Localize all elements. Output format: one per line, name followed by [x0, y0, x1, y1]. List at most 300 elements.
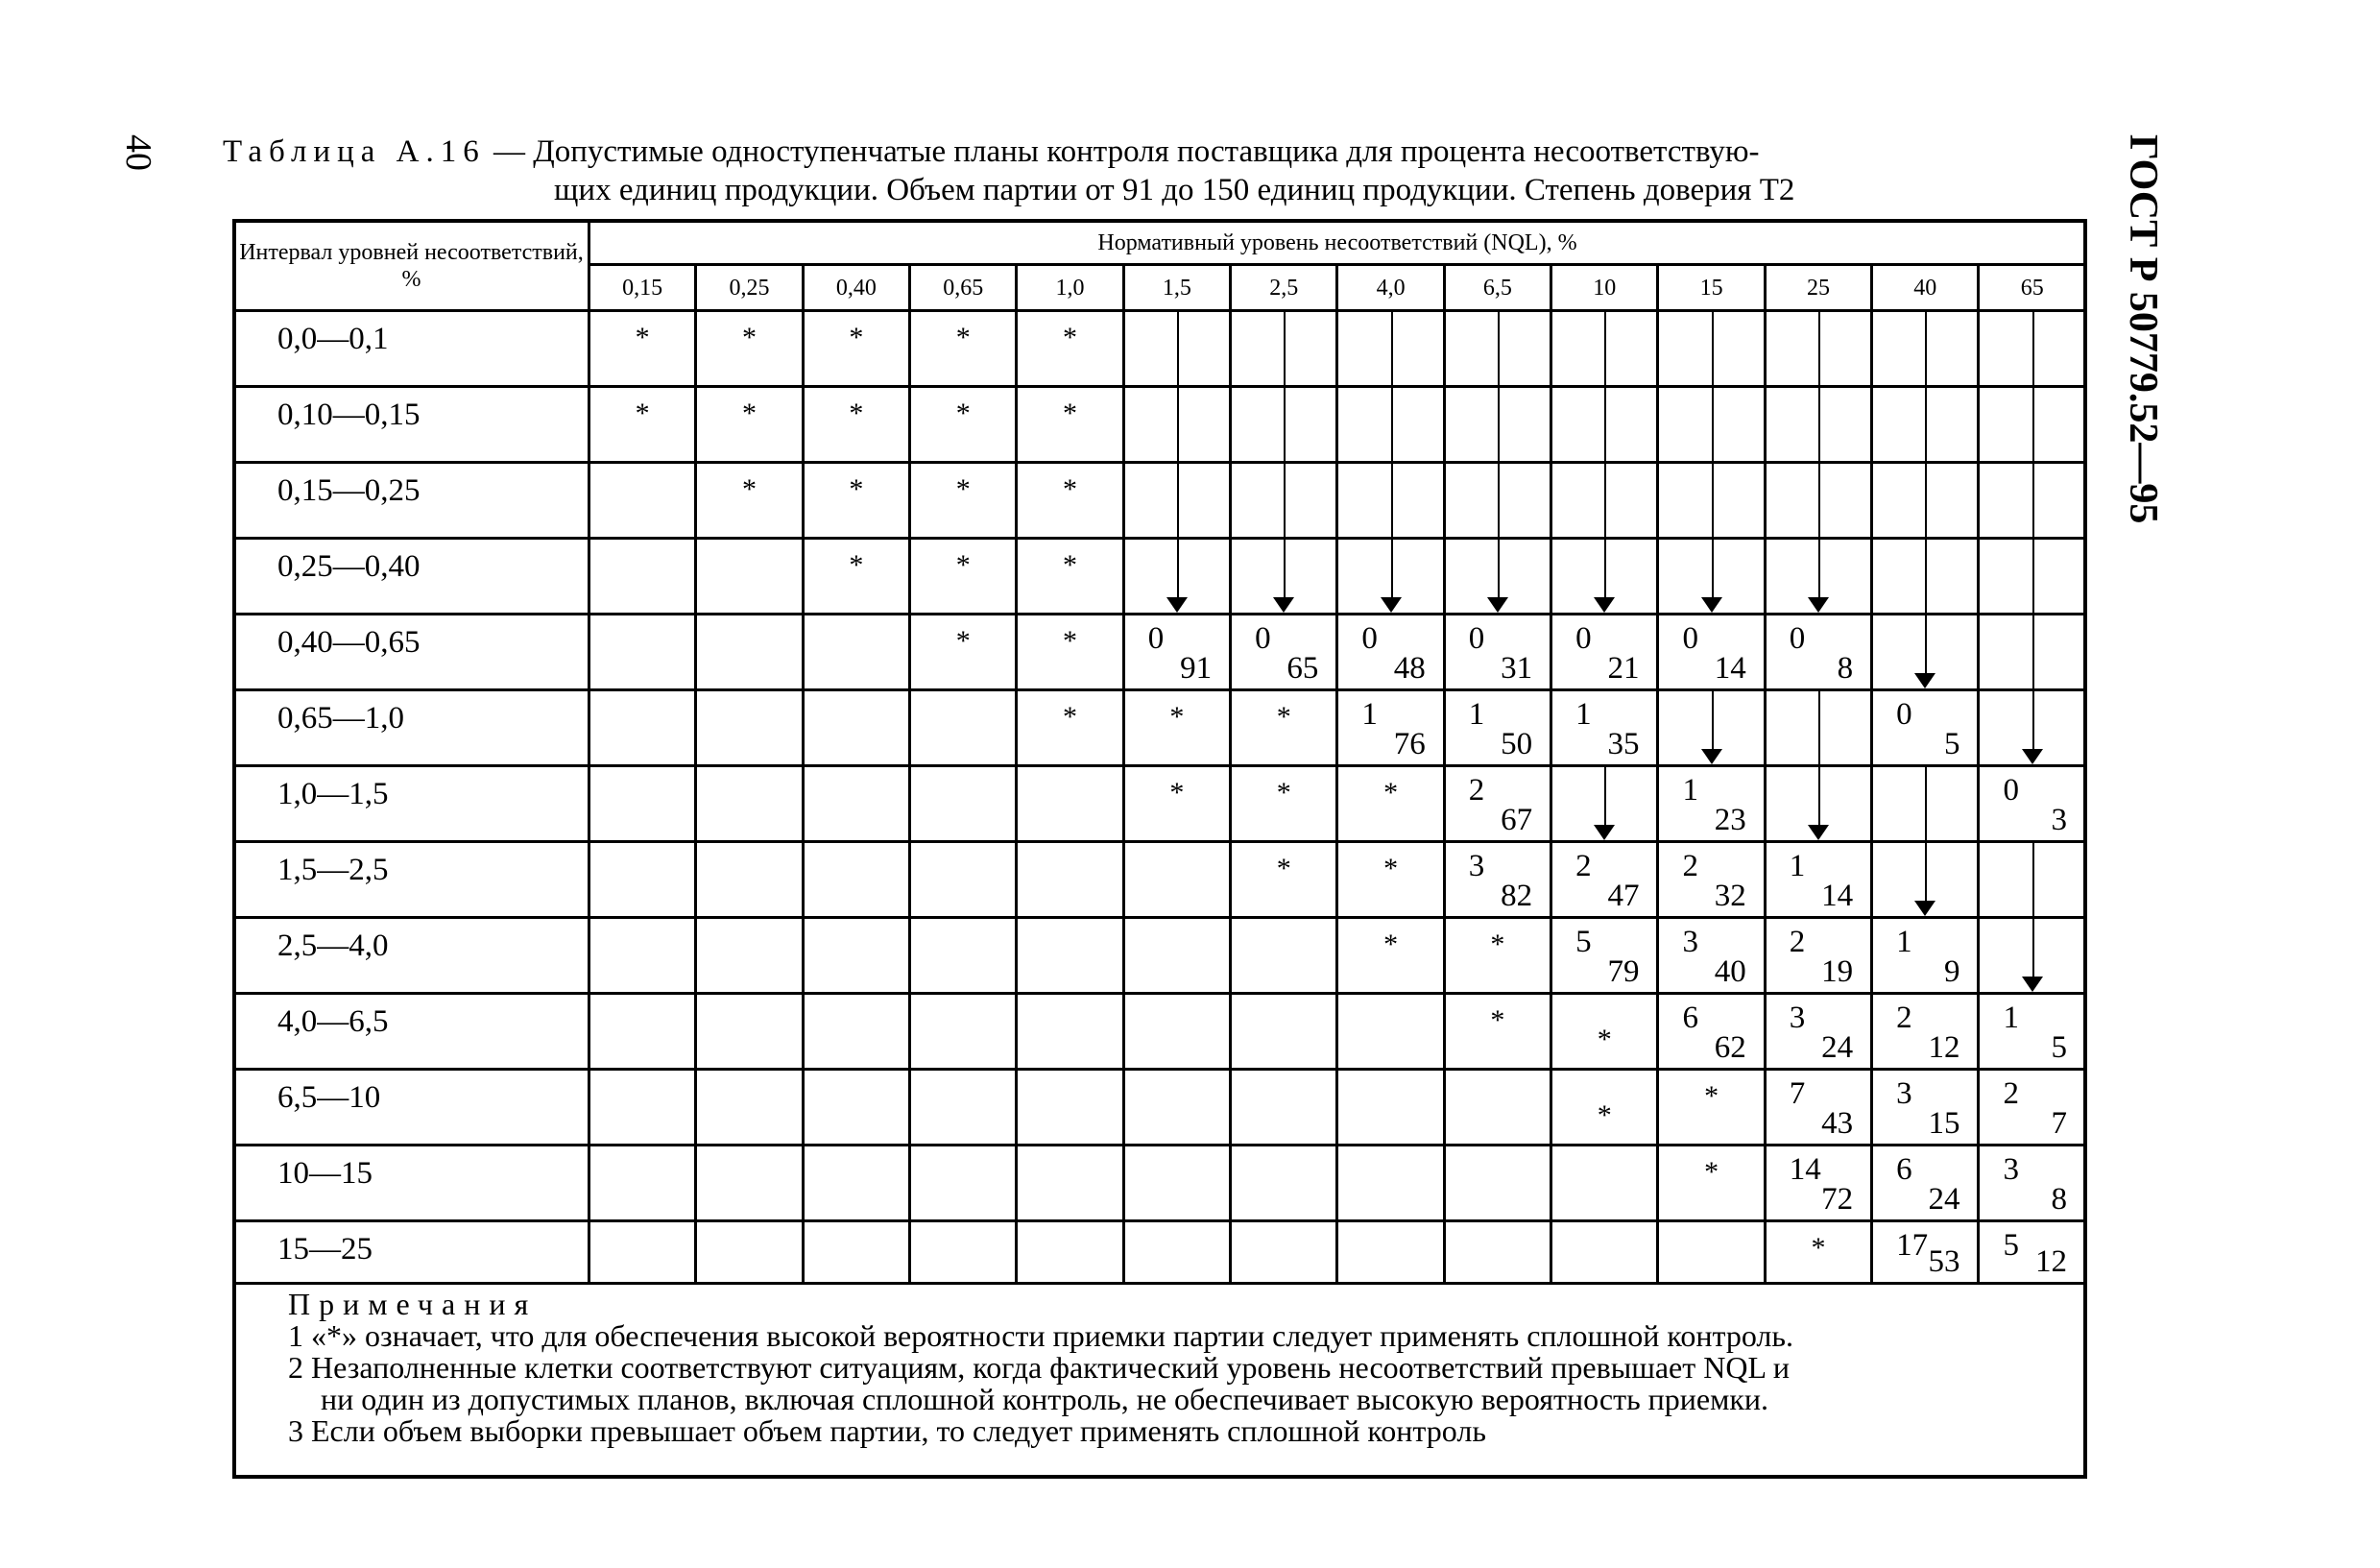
table-cell: [1337, 539, 1444, 615]
table-cell: [1123, 387, 1230, 463]
full-inspection-mark: *: [1276, 853, 1291, 885]
table-cell: [696, 918, 803, 994]
table-cell: [1337, 842, 1444, 918]
table-cell: [589, 463, 696, 539]
table-cell: [1658, 539, 1765, 615]
acceptance-number: 3: [1682, 925, 1698, 960]
table-cell: [696, 766, 803, 842]
acceptance-number: 0: [1361, 621, 1378, 657]
acceptance-number: 2: [1682, 849, 1698, 884]
acceptance-number: 2: [1789, 925, 1806, 960]
table-cell: [1123, 1221, 1230, 1284]
acceptance-number: 7: [1789, 1076, 1806, 1112]
table-cell: [1979, 1146, 2086, 1221]
table-cell: [1444, 311, 1551, 387]
table-row: [234, 1221, 2086, 1284]
sample-size: 12: [1928, 1030, 1960, 1066]
acceptance-number: 3: [1789, 1001, 1806, 1036]
column-header: 15: [1658, 265, 1765, 311]
table-cell: [803, 1146, 909, 1221]
table-cell: [1765, 539, 1871, 615]
table-cell: [1337, 690, 1444, 766]
table-cell: [1444, 615, 1551, 690]
full-inspection-mark: *: [955, 473, 971, 506]
table-cell: [910, 766, 1017, 842]
table-cell: [1765, 918, 1871, 994]
table-cell: [589, 994, 696, 1070]
sample-size: 5: [2051, 1030, 2067, 1066]
continuation-line: [1925, 540, 1927, 613]
table-row: [234, 311, 2086, 387]
table-cell: [1979, 918, 2086, 994]
table-cell: [696, 842, 803, 918]
table-cell: [589, 766, 696, 842]
table-cell: [1017, 690, 1123, 766]
table-row: [234, 690, 2086, 766]
continuation-line: [1604, 388, 1606, 461]
acceptance-number: 6: [1896, 1152, 1912, 1188]
table-cell: [910, 311, 1017, 387]
table-cell: [696, 1070, 803, 1146]
sample-size: 53: [1928, 1244, 1960, 1279]
table-cell: [1765, 1146, 1871, 1221]
continuation-line: [2032, 312, 2034, 385]
continuation-line: [1712, 464, 1714, 537]
column-header: 2,5: [1231, 265, 1337, 311]
note-2: 2 Незаполненные клетки соответствуют ситуациям, когда фактический уровень несоответствий превышает NQL и: [288, 1350, 1790, 1385]
table-cell: [1017, 1070, 1123, 1146]
table-cell: [803, 766, 909, 842]
continuation-line: [1925, 312, 1927, 385]
table-cell: [1551, 994, 1658, 1070]
table-cell: [696, 387, 803, 463]
sample-size: 47: [1607, 879, 1640, 914]
full-inspection-mark: *: [955, 549, 971, 582]
sample-size: 32: [1714, 879, 1746, 914]
table-cell: [1444, 539, 1551, 615]
continuation-line: [1498, 388, 1500, 461]
table-cell: [1872, 463, 1979, 539]
table-cell: [1017, 842, 1123, 918]
full-inspection-mark: *: [1490, 1004, 1505, 1037]
table-cell: [910, 615, 1017, 690]
continuation-line: [2032, 615, 2034, 688]
table-cell: [1123, 311, 1230, 387]
full-inspection-mark: *: [1383, 853, 1399, 885]
table-cell: [696, 1146, 803, 1221]
table-cell: [1979, 311, 2086, 387]
table-cell: [1017, 1221, 1123, 1284]
table-cell: [1444, 690, 1551, 766]
table-row: [234, 842, 2086, 918]
table-cell: [1337, 1146, 1444, 1221]
caption-lead: Таблица А.16: [223, 134, 486, 169]
acceptance-number: 2: [2003, 1076, 2019, 1112]
row-label: 2,5—4,0: [234, 918, 589, 994]
continuation-line: [1818, 312, 1820, 385]
table-cell: [1872, 1221, 1979, 1284]
acceptance-number: 1: [1896, 925, 1912, 960]
table-cell: [1123, 842, 1230, 918]
full-inspection-mark: *: [1169, 701, 1185, 734]
caption-dash: —: [493, 134, 525, 169]
acceptance-number: 1: [1789, 849, 1806, 884]
table-cell: [1337, 311, 1444, 387]
row-label: 0,0—0,1: [234, 311, 589, 387]
down-arrow-icon: [1767, 767, 1870, 840]
table-cell: [696, 463, 803, 539]
table-cell: [1551, 1146, 1658, 1221]
table-cell: [1765, 615, 1871, 690]
note-1: 1 «*» означает, что для обеспечения высокой вероятности приемки партии следует применять сплошной контроль.: [288, 1318, 1793, 1353]
table-row: [234, 615, 2086, 690]
down-arrow-icon: [1125, 540, 1229, 613]
table-cell: [803, 690, 909, 766]
sample-size: 82: [1501, 879, 1533, 914]
table-cell: [1765, 387, 1871, 463]
table-cell: [803, 842, 909, 918]
table-cell: [910, 1221, 1017, 1284]
acceptance-number: 1: [1682, 773, 1698, 808]
table-cell: [1337, 994, 1444, 1070]
table-cell: [1658, 387, 1765, 463]
full-inspection-mark: *: [955, 625, 971, 658]
sample-size: 21: [1607, 651, 1640, 687]
table-cell: [1337, 766, 1444, 842]
table-cell: [803, 918, 909, 994]
acceptance-number: 5: [1575, 925, 1592, 960]
table-cell: [910, 690, 1017, 766]
table-cell: [696, 1221, 803, 1284]
table-cell: [1444, 387, 1551, 463]
caption-line-1: [223, 133, 2056, 171]
table-row: [234, 463, 2086, 539]
table-cell: [910, 539, 1017, 615]
table-cell: [1123, 1070, 1230, 1146]
table-cell: [1337, 463, 1444, 539]
continuation-line: [1391, 388, 1393, 461]
continuation-line: [1284, 464, 1286, 537]
table-cell: [1337, 918, 1444, 994]
nql-group-header: Нормативный уровень несоответствий (NQL), %: [589, 221, 2086, 265]
table-cell: [1017, 463, 1123, 539]
acceptance-number: 1: [1361, 697, 1378, 733]
table-cell: [1765, 1221, 1871, 1284]
row-label: 1,5—2,5: [234, 842, 589, 918]
acceptance-number: 2: [1896, 1001, 1912, 1036]
table-cell: [696, 311, 803, 387]
full-inspection-mark: *: [1063, 322, 1078, 353]
table-cell: [910, 994, 1017, 1070]
table-cell: [1551, 1070, 1658, 1146]
table-cell: [1231, 1221, 1337, 1284]
acceptance-number: 0: [1147, 621, 1165, 657]
column-header: 1,5: [1123, 265, 1230, 311]
table-cell: [1551, 539, 1658, 615]
row-header: Интервал уровней несоответствий, %: [234, 221, 589, 311]
full-inspection-mark: *: [1704, 1156, 1719, 1189]
acceptance-number: 3: [2003, 1152, 2019, 1188]
table-cell: [1872, 690, 1979, 766]
table-cell: [1231, 918, 1337, 994]
table-row: [234, 539, 2086, 615]
sample-size: 24: [1928, 1182, 1960, 1218]
caption-line-1-text: Допустимые одноступенчатые планы контроля поставщика для процента несоответствую-: [533, 134, 1760, 169]
table-cell: [696, 994, 803, 1070]
table-cell: [1123, 690, 1230, 766]
table-cell: [1765, 311, 1871, 387]
notes: [288, 1289, 2074, 1447]
table-cell: [1337, 1221, 1444, 1284]
acceptance-number: 5: [2003, 1228, 2019, 1264]
table-row: [234, 918, 2086, 994]
sample-size: 14: [1821, 879, 1854, 914]
table-cell: [1444, 994, 1551, 1070]
table-cell: [1765, 1070, 1871, 1146]
continuation-line: [2032, 464, 2034, 537]
table-cell: [1872, 387, 1979, 463]
table-cell: [1551, 690, 1658, 766]
table-row: [234, 1146, 2086, 1221]
column-header: 10: [1551, 265, 1658, 311]
full-inspection-mark: *: [1597, 1099, 1612, 1132]
down-arrow-icon: [1767, 540, 1870, 613]
full-inspection-mark: *: [1063, 701, 1078, 734]
sample-size: 23: [1714, 803, 1746, 838]
table-cell: [1872, 539, 1979, 615]
continuation-line: [1391, 464, 1393, 537]
table-cell: [1979, 766, 2086, 842]
table-cell: [1551, 463, 1658, 539]
full-inspection-mark: *: [1276, 777, 1291, 809]
row-label: 0,40—0,65: [234, 615, 589, 690]
full-inspection-mark: *: [849, 398, 864, 430]
continuation-line: [2032, 540, 2034, 613]
column-header: 0,25: [696, 265, 803, 311]
table-cell: [1658, 615, 1765, 690]
table-cell: [1979, 690, 2086, 766]
acceptance-number: 0: [1575, 621, 1592, 657]
column-header: 0,65: [910, 265, 1017, 311]
table-cell: [1979, 463, 2086, 539]
continuation-line: [1391, 312, 1393, 385]
continuation-line: [1498, 312, 1500, 385]
table-cell: [1658, 311, 1765, 387]
table-cell: [1017, 311, 1123, 387]
full-inspection-mark: *: [1063, 549, 1078, 582]
notes-title: Примечания: [288, 1287, 538, 1321]
table-cell: [589, 1146, 696, 1221]
row-label: 6,5—10: [234, 1070, 589, 1146]
acceptance-number: 3: [1468, 849, 1485, 884]
table-cell: [589, 842, 696, 918]
table-cell: [803, 994, 909, 1070]
full-inspection-mark: *: [849, 322, 864, 353]
full-inspection-mark: *: [742, 398, 757, 430]
table-cell: [1123, 918, 1230, 994]
table-cell: [1017, 387, 1123, 463]
row-label: 0,65—1,0: [234, 690, 589, 766]
table-cell: [1872, 311, 1979, 387]
continuation-line: [1925, 388, 1927, 461]
table-cell: [1658, 842, 1765, 918]
table-cell: [589, 615, 696, 690]
table-cell: [1979, 387, 2086, 463]
full-inspection-mark: *: [742, 473, 757, 506]
sample-size: 3: [2051, 803, 2067, 838]
table-cell: [1658, 1070, 1765, 1146]
acceptance-number: 0: [1468, 621, 1485, 657]
table-cell: [1979, 539, 2086, 615]
sample-size: 65: [1286, 651, 1319, 687]
table-cell: [1017, 766, 1123, 842]
sample-size: 15: [1928, 1106, 1960, 1142]
table-cell: [1551, 387, 1658, 463]
continuation-line: [1818, 464, 1820, 537]
sample-size: 19: [1821, 954, 1854, 990]
acceptance-number: 17: [1896, 1228, 1929, 1264]
table-cell: [589, 311, 696, 387]
row-label: 0,15—0,25: [234, 463, 589, 539]
table-cell: [1551, 766, 1658, 842]
row-label: 0,10—0,15: [234, 387, 589, 463]
column-header: 6,5: [1444, 265, 1551, 311]
table-cell: [1658, 994, 1765, 1070]
full-inspection-mark: *: [1383, 777, 1399, 809]
table-cell: [1017, 1146, 1123, 1221]
table-cell: [696, 615, 803, 690]
table-cell: [589, 1221, 696, 1284]
down-arrow-icon: [1552, 540, 1656, 613]
continuation-line: [1498, 464, 1500, 537]
column-header: 0,40: [803, 265, 909, 311]
sample-size: 50: [1501, 727, 1533, 762]
column-header: 0,15: [589, 265, 696, 311]
table-cell: [1123, 994, 1230, 1070]
sample-size: 48: [1393, 651, 1426, 687]
sample-size: 31: [1501, 651, 1533, 687]
table-cell: [1444, 842, 1551, 918]
full-inspection-mark: *: [1811, 1232, 1826, 1265]
sample-size: 24: [1821, 1030, 1854, 1066]
table-cell: [1551, 918, 1658, 994]
table-cell: [1765, 690, 1871, 766]
row-label: 0,25—0,40: [234, 539, 589, 615]
column-header: 1,0: [1017, 265, 1123, 311]
column-header: 25: [1765, 265, 1871, 311]
table-cell: [803, 539, 909, 615]
table-cell: [1231, 766, 1337, 842]
sample-size: 79: [1607, 954, 1640, 990]
table-cell: [1658, 918, 1765, 994]
table-cell: [1979, 615, 2086, 690]
table-cell: [1872, 994, 1979, 1070]
table-cell: [1017, 918, 1123, 994]
table-cell: [1872, 615, 1979, 690]
table-cell: [1123, 766, 1230, 842]
table-cell: [1231, 1070, 1337, 1146]
table-row: [234, 766, 2086, 842]
continuation-line: [1925, 767, 1927, 840]
table-cell: [1872, 842, 1979, 918]
continuation-line: [1284, 388, 1286, 461]
table-cell: [910, 1070, 1017, 1146]
table-cell: [589, 690, 696, 766]
row-label: 4,0—6,5: [234, 994, 589, 1070]
table-cell: [1017, 615, 1123, 690]
down-arrow-icon: [1338, 540, 1442, 613]
continuation-line: [1818, 388, 1820, 461]
table-caption: [223, 133, 2056, 209]
full-inspection-mark: *: [1490, 929, 1505, 961]
table-cell: [1872, 1070, 1979, 1146]
table-cell: [1444, 1221, 1551, 1284]
table-cell: [1551, 615, 1658, 690]
sample-size: 12: [2035, 1244, 2067, 1279]
sample-size: 14: [1714, 651, 1746, 687]
table-cell: [1231, 1146, 1337, 1221]
table-cell: [1123, 539, 1230, 615]
table-cell: [1444, 766, 1551, 842]
continuation-line: [1177, 388, 1179, 461]
sample-size: 8: [2051, 1182, 2067, 1218]
table-cell: [589, 918, 696, 994]
table-cell: [803, 1070, 909, 1146]
sample-size: 5: [1943, 727, 1960, 762]
sample-size: 7: [2051, 1106, 2067, 1142]
table-cell: [1444, 463, 1551, 539]
full-inspection-mark: *: [1063, 398, 1078, 430]
table-row: [234, 387, 2086, 463]
down-arrow-icon: [1446, 540, 1550, 613]
down-arrow-icon: [1659, 540, 1763, 613]
table-cell: [696, 539, 803, 615]
table-cell: [1231, 994, 1337, 1070]
table-cell: [1123, 615, 1230, 690]
continuation-line: [1818, 691, 1820, 764]
full-inspection-mark: *: [1704, 1080, 1719, 1113]
table-cell: [1017, 994, 1123, 1070]
full-inspection-mark: *: [849, 473, 864, 506]
table-cell: [1123, 463, 1230, 539]
table-cell: [1658, 1146, 1765, 1221]
acceptance-number: 1: [2003, 1001, 2019, 1036]
table-cell: [1551, 842, 1658, 918]
table-cell: [1765, 463, 1871, 539]
down-arrow-icon: [1873, 615, 1977, 688]
continuation-line: [1712, 312, 1714, 385]
table-cell: [1658, 766, 1765, 842]
sample-size: 91: [1180, 651, 1213, 687]
table-cell: [1123, 1146, 1230, 1221]
table-cell: [589, 539, 696, 615]
table-cell: [1231, 690, 1337, 766]
acceptance-number: 1: [1575, 697, 1592, 733]
acceptance-number: 0: [1255, 621, 1271, 657]
full-inspection-mark: *: [635, 398, 650, 430]
table-cell: [910, 918, 1017, 994]
column-header: 40: [1872, 265, 1979, 311]
full-inspection-mark: *: [1063, 625, 1078, 658]
down-arrow-icon: [1980, 919, 2084, 992]
table-cell: [1444, 918, 1551, 994]
table-cell: [1337, 1070, 1444, 1146]
table-cell: [803, 1221, 909, 1284]
acceptance-number: 14: [1789, 1152, 1821, 1188]
continuation-line: [2032, 388, 2034, 461]
table-cell: [1551, 1221, 1658, 1284]
table-cell: [910, 842, 1017, 918]
